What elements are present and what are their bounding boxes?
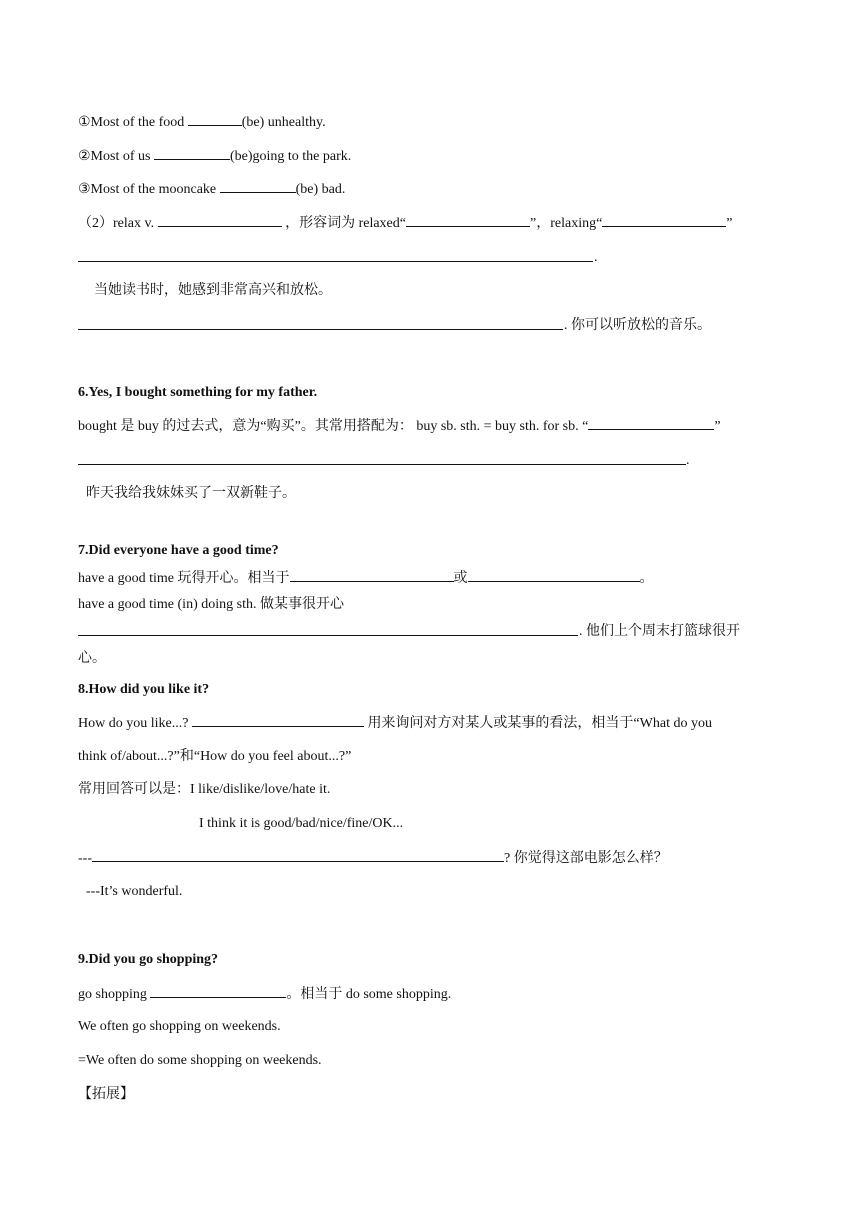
exercise-1-text: ①Most of the food (78, 115, 188, 130)
dash: --- (78, 851, 92, 866)
chinese-sentence-wrap: 心。 (78, 651, 106, 666)
exercise-3 (78, 180, 345, 199)
chinese-music-sentence: . 你可以听放松的音乐。 (564, 318, 711, 333)
or-text: 或 (453, 571, 468, 586)
exercise-2-text: ②Most of us (78, 149, 154, 164)
relax-line (78, 214, 733, 233)
blank-relaxed[interactable] (406, 214, 530, 227)
chinese-sentence: 当她读书时，她感到非常高兴和放松。 (94, 283, 332, 298)
answer-line-4[interactable] (78, 635, 578, 636)
example-sentence-1: We often go shopping on weekends. (78, 1019, 281, 1034)
section-7-line-2: have a good time (in) doing sth. 做某事很开心 (78, 597, 344, 612)
equivalent-text: 。相当于 do some shopping. (286, 987, 452, 1002)
section-6-heading: 6.Yes, I bought something for my father. (78, 385, 318, 400)
exercise-1 (78, 113, 326, 132)
quote-close: ” (726, 216, 733, 231)
answer-line-2[interactable] (78, 329, 563, 330)
section-6-expl (78, 417, 721, 436)
quote-close: ” (714, 419, 721, 434)
exercise-3-text: ③Most of the mooncake (78, 182, 220, 197)
common-answers: 常用回答可以是：I like/dislike/love/hate it. (78, 782, 331, 797)
section-8-line-1 (78, 714, 712, 733)
have-a-good-time-text: have a good time 玩得开心。相当于 (78, 571, 290, 586)
relaxing-text: ”，relaxing“ (530, 216, 603, 231)
answer-wonderful: ---It’s wonderful. (86, 884, 183, 899)
answer-line-1[interactable] (78, 261, 593, 262)
chinese-sentence: 昨天我给我妹妹买了一双新鞋子。 (86, 486, 296, 501)
section-9-line-1 (78, 985, 451, 1004)
blank-3[interactable] (220, 180, 296, 193)
blank-how-like[interactable] (192, 714, 364, 727)
go-shopping-text: go shopping (78, 987, 151, 1002)
blank-buy[interactable] (588, 417, 714, 430)
blank-go-shopping[interactable] (150, 985, 286, 998)
common-answers-2: I think it is good/bad/nice/fine/OK... (199, 816, 404, 831)
section-8-question (78, 849, 668, 868)
chinese-basketball-sentence: . 他们上个周末打篮球很开 (579, 624, 740, 639)
exercise-2 (78, 147, 351, 166)
period: . (594, 250, 598, 265)
blank-relaxing[interactable] (602, 214, 726, 227)
section-9-heading: 9.Did you go shopping? (78, 952, 219, 967)
usage-explanation: 用来询问对方对某人或某事的看法，相当于“What do you (363, 716, 712, 731)
section-8-line-2: think of/about...?”和“How do you feel about...?” (78, 749, 352, 764)
exercise-3-tail: (be) bad. (295, 182, 346, 197)
blank-1[interactable] (188, 113, 242, 126)
period: . (686, 453, 690, 468)
answer-line-3[interactable] (78, 464, 686, 465)
blank-equivalent-1[interactable] (290, 569, 454, 582)
extension-heading: 【拓展】 (78, 1087, 134, 1102)
relax-adjective-text: ，形容词为 relaxed“ (281, 216, 406, 231)
section-6-expl-text: bought 是 buy 的过去式，意为“购买”。其常用搭配为： buy sb. sth. = buy sth. for sb. “ (78, 419, 589, 434)
blank-relax-meaning[interactable] (158, 214, 282, 227)
relax-label: （2）relax v. (78, 216, 158, 231)
section-7-line-1 (78, 569, 654, 588)
blank-2[interactable] (154, 147, 230, 160)
blank-equivalent-2[interactable] (468, 569, 640, 582)
chinese-movie-question: ? 你觉得这部电影怎么样？ (504, 851, 668, 866)
exercise-2-tail: (be)going to the park. (229, 149, 352, 164)
section-7-heading: 7.Did everyone have a good time? (78, 543, 279, 558)
exercise-1-tail: (be) unhealthy. (241, 115, 326, 130)
full-stop: 。 (639, 571, 654, 586)
blank-movie-question[interactable] (92, 849, 504, 862)
how-do-you-like-text: How do you like...? (78, 716, 192, 731)
example-sentence-2: =We often do some shopping on weekends. (78, 1053, 322, 1068)
section-8-heading: 8.How did you like it? (78, 682, 210, 697)
